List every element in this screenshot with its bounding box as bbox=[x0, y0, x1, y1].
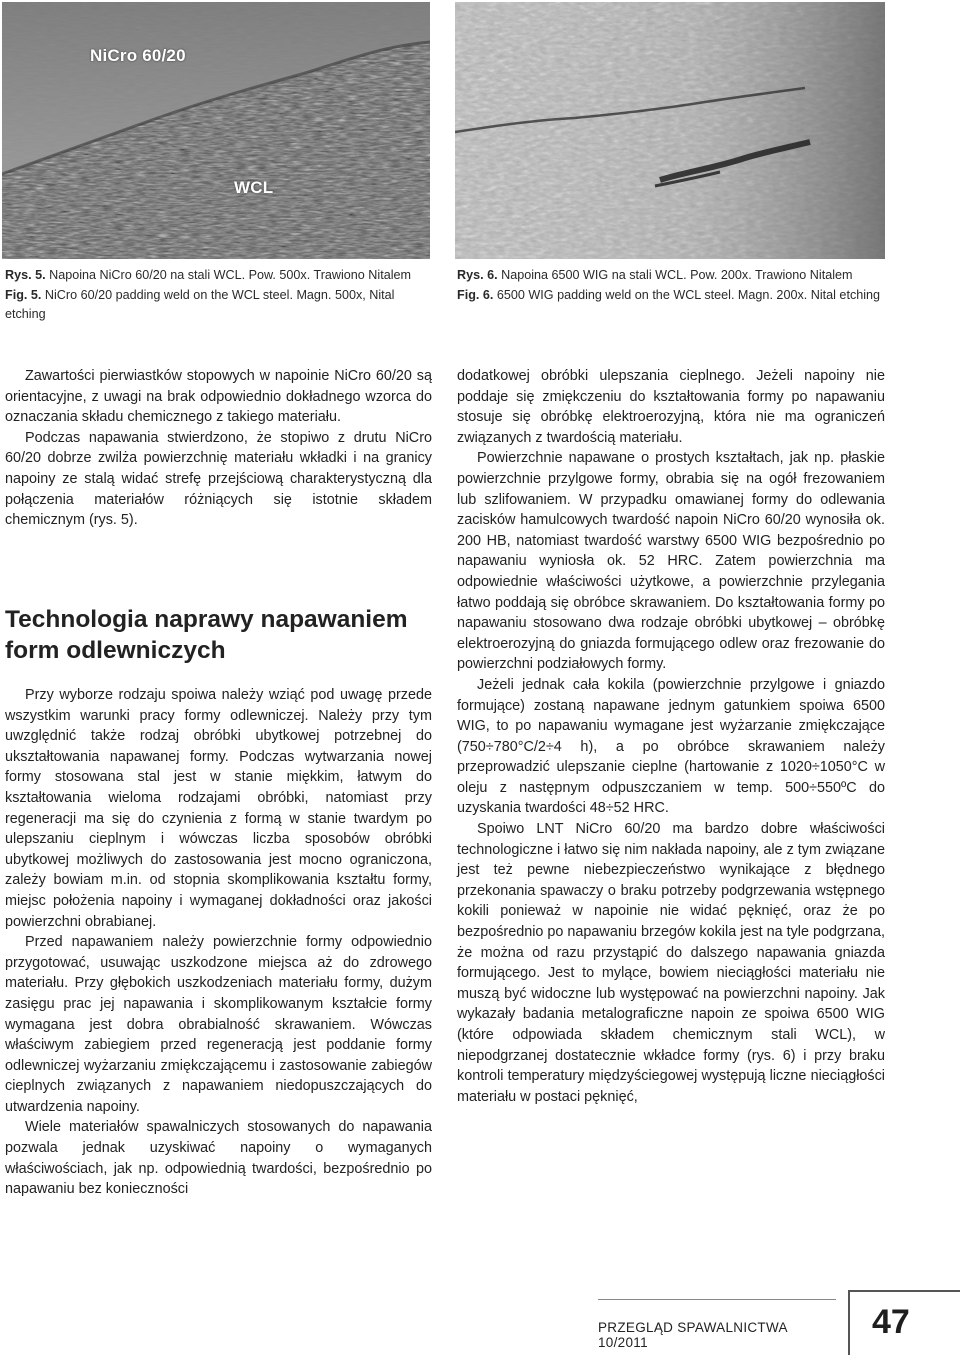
figure-6-caption bbox=[457, 266, 885, 305]
figure-5-micrograph bbox=[2, 2, 430, 259]
micrograph-image-right bbox=[455, 2, 885, 259]
footer-divider bbox=[598, 1299, 836, 1300]
paragraph: Jeżeli jednak cała kokila (powierzchnie przylgowe i gniazdo formujące) zostaną napawane jednym gatunkiem spoiwa 6500 WIG, to po napawaniu wymagane jest wyżarzanie zmiękczające (750÷780°C/2÷4 h), a po obróbce skrawaniem należy przeprowadzić ulepszanie cieplne (hartowanie z 1020÷1050°C w oleju z następnym odpuszczaniem w temp. 500÷550ºC do uzyskania twardości 48÷52 HRC. bbox=[457, 676, 885, 817]
paragraph: Przed napawaniem należy powierzchnie formy odpowiednio przygotować, usuwając uszkodzone miejsca aż do zdrowego materiału. Przy głębokich uszkodzeniach materiału formy, dużym zasięgu prac jej napawania i skomplikowanym kształcie formy wymagana jest dobra obrabialność skrawaniem. Wówczas właściwym zabiegiem przed regeneracją jest poddanie formy odlewniczej wyżarzaniu zmiękczającemu i zastosowanie zabiegów cieplnych związanych z napawaniem niedopuszczających do utwardzenia napoiny. bbox=[5, 934, 432, 1115]
paragraph: Zawartości pierwiastków stopowych w napoinie NiCro 60/20 są orientacyjne, z uwagi na brak odpowiednio dokładnego wzorca do oznaczania składu chemicznego z takiego materiału. bbox=[5, 368, 432, 426]
figure-5-label-nicro: NiCro 60/20 bbox=[90, 46, 186, 65]
micrograph-image-left bbox=[2, 2, 430, 259]
figure-6-caption-en bbox=[457, 286, 885, 306]
figure-5-caption-en-number: Fig. 5. bbox=[5, 287, 42, 302]
section-heading: Technologia naprawy napawaniem form odlewniczych bbox=[5, 606, 408, 664]
page-number: 47 bbox=[872, 1303, 910, 1341]
figure-6-caption-en-text: 6500 WIG padding weld on the WCL steel. Magn. 200x. Nital etching bbox=[493, 287, 881, 302]
figure-5-caption-en bbox=[5, 286, 430, 325]
figure-6-micrograph bbox=[455, 2, 885, 259]
figure-5-caption-pl-number: Rys. 5. bbox=[5, 268, 46, 282]
figure-6-caption-en-number: Fig. 6. bbox=[457, 287, 494, 302]
figure-5-caption-en-text: NiCro 60/20 padding weld on the WCL steel. Magn. 500x, Nital etching bbox=[5, 287, 395, 321]
journal-name: PRZEGLĄD SPAWALNICTWA 10/2011 bbox=[598, 1320, 788, 1350]
figure-5-caption bbox=[5, 266, 430, 325]
figure-6-caption-pl-number: Rys. 6. bbox=[457, 268, 498, 282]
paragraph: dodatkowej obróbki ulepszania cieplnego. Jeżeli napoiny nie poddaje się zmiękczeniu do kształtowania formy po napawaniu stosuje się obróbkę elektroerozyjną, która nie ma ograniczeń związanych z twardością materiału. bbox=[457, 368, 885, 446]
paragraph: Wiele materiałów spawalniczych stosowanych do napawania pozwala jednak uzyskiwać napoiny o wymaganych właściwościach, jak np. odpowiednią twardości, bezpośrednio po napawaniu bez konieczności bbox=[5, 1119, 432, 1198]
paragraph: Spoiwo LNT NiCro 60/20 ma bardzo dobre właściwości technologiczne i łatwo się nim nakłada napoiny, ale z tym związane jest też pewne niebezpieczeństwo wynikające z błędnego przekonania spawaczy o braku potrzeby podgrzewania wstępnego kokili ponieważ w napoinie nie widać pęknięć, oraz że po bezpośrednio po napawaniu brzegów kokila jest na tyle podgrzana, że można od razu przystąpić do dalszego napawania gniazda formującego. Jest to mylące, bowiem nieciągłości materiału nie muszą być widoczne lub występować na powierzchni napoiny. Jak wykazały badania metalograficzne napoin ze spoiwa 6500 WIG (które odpowiada składem chemicznym stali WCL), w niepodgrzanej dostatecznie wkładce formy (rys. 6) i przy braku kontroli temperatury międzyściegowej występują liczne nieciągłości materiału w postaci pęknięć, bbox=[457, 821, 886, 1105]
figure-6-caption-pl bbox=[457, 266, 885, 286]
right-column bbox=[457, 366, 885, 1107]
figure-6-caption-pl-text: Napoina 6500 WIG na stali WCL. Pow. 200x. Trawiono Nitalem bbox=[497, 268, 853, 282]
paragraph: Podczas napawania stwierdzono, że stopiwo z drutu NiCro 60/20 dobrze zwilża powierzchnię materiału wkładki i na granicy napoiny ze stalą widać strefę przejściową charakterystyczną dla połączenia materiałów różniących się istotnie składem chemicznym (rys. 5). bbox=[5, 429, 432, 529]
left-column-section bbox=[5, 685, 432, 1200]
paragraph: Powierzchnie napawane o prostych kształtach, jak np. płaskie powierzchnie przylgowe formy, obrabia się na ogół frezowaniem lub szlifowaniem. W przypadku omawianej formy do odlewania zacisków hamulcowych twardość napoin NiCro 60/20 wynosiła ok. 200 HB, natomiast twardość warstwy 6500 WIG bezpośrednio po napawaniu wyniosła ok. 52 HRC. Zatem powierzchnia ma odpowiednie właściwości użytkowe, a powierzchnie przylegania łatwo poddają się obróbce skrawaniem. Do kształtowania formy po napawaniu stosowano dwa rodzaje obróbki ubytkowej – obróbkę elektroerozyjną do gniazda formującego odlew oraz frezowanie do powierzchni podziałowych formy. bbox=[457, 450, 885, 673]
paragraph: Przy wyborze rodzaju spoiwa należy wziąć pod uwagę przede wszystkim warunki pracy formy odlewniczej. Należy przy tym uwzględnić także rodzaj obróbki ubytkowej potrzebnej do ukształtowania napawanej formy. Podczas wytwarzania nowej formy stosowana stal jest w stanie miękkim, łatwym do kształtowania wieloma rodzajami obróbki, natomiast przy regeneracji ma się do czynienia z formą w stanie twardym po ulepszaniu cieplnym i wówczas liczba sposobów obróbki ubytkowej możliwych do zastosowania jest mocno ograniczona, zależy bowiam m.in. od stopnia skomplikowania kształtu formy, miejsc położenia napoiny i wymaganej dokładności oraz jakości powierzchni obrabianej. bbox=[5, 687, 432, 930]
figure-5-caption-pl bbox=[5, 266, 430, 286]
left-column-intro bbox=[5, 366, 432, 531]
figure-5-caption-pl-text: Napoina NiCro 60/20 na stali WCL. Pow. 500x. Trawiono Nitalem bbox=[45, 268, 411, 282]
figure-5-label-wcl: WCL bbox=[234, 178, 274, 197]
